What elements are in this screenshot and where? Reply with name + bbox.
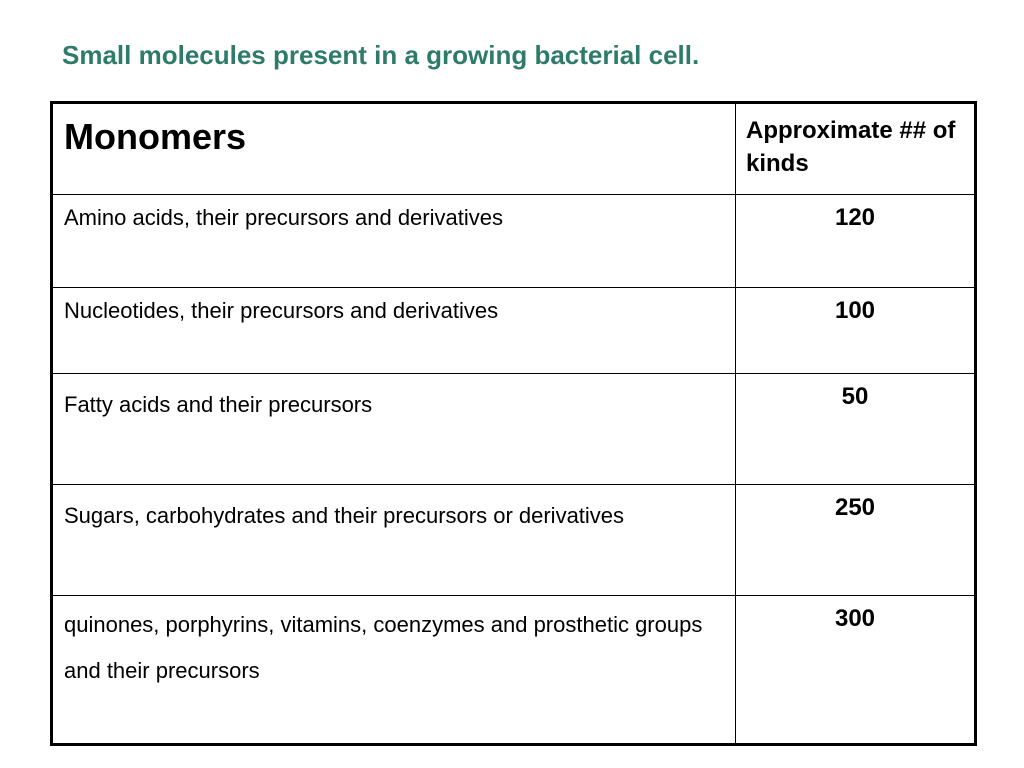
slide-title: Small molecules present in a growing bacterial cell. — [62, 40, 700, 70]
row-value: 50 — [736, 374, 976, 485]
header-approx-kinds: Approximate ## of kinds — [736, 103, 976, 195]
row-value: 250 — [736, 485, 976, 596]
table-row — [52, 596, 976, 745]
row-label: Nucleotides, their precursors and derivatives — [52, 288, 736, 374]
row-label: Sugars, carbohydrates and their precursors or derivatives — [52, 485, 736, 596]
table-row — [52, 485, 976, 596]
row-value: 100 — [736, 288, 976, 374]
row-label: Amino acids, their precursors and derivatives — [52, 195, 736, 288]
row-value: 120 — [736, 195, 976, 288]
monomers-table — [50, 101, 977, 746]
table-row — [52, 195, 976, 288]
table-row — [52, 374, 976, 485]
table-header-row — [52, 103, 976, 195]
table-row — [52, 288, 976, 374]
row-label: Fatty acids and their precursors — [52, 374, 736, 485]
row-label: quinones, porphyrins, vitamins, coenzymes and prosthetic groups and their precursors — [52, 596, 736, 745]
header-monomers: Monomers — [52, 103, 736, 195]
row-value: 300 — [736, 596, 976, 745]
